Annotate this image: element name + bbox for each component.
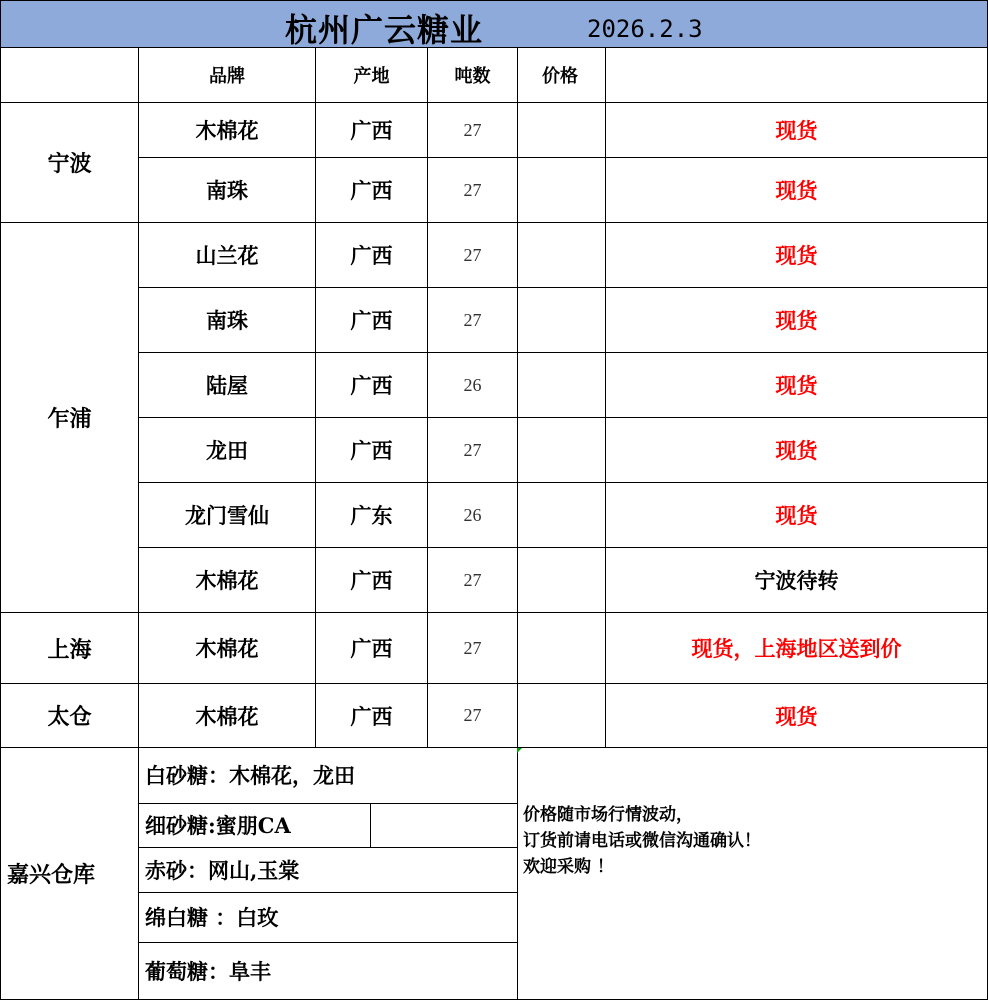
table-row — [1, 613, 988, 684]
price-cell[interactable] — [518, 613, 606, 684]
sugar-extra-cell[interactable] — [371, 803, 518, 847]
company-title: 杭州广云糖业 — [285, 11, 484, 48]
status-cell[interactable]: 现货 — [606, 103, 988, 158]
notice-line: 欢迎采购 ！ — [523, 857, 614, 877]
sugar-list — [139, 748, 518, 1000]
brand-cell[interactable]: 山兰花 — [139, 223, 316, 288]
origin-cell[interactable]: 广西 — [316, 353, 428, 418]
origin-cell[interactable]: 广西 — [316, 223, 428, 288]
tons-cell[interactable]: 26 — [428, 483, 518, 548]
price-cell[interactable] — [518, 483, 606, 548]
brand-cell[interactable]: 龙门雪仙 — [139, 483, 316, 548]
header-status-cell[interactable] — [606, 48, 988, 103]
sugar-item[interactable]: 绵白糖 ：白玫 — [139, 892, 517, 942]
location-shanghai[interactable]: 上海 — [1, 613, 139, 684]
price-cell[interactable] — [518, 158, 606, 223]
table-row — [1, 158, 988, 223]
notice-line: 订货前请电话或微信沟通确认！ — [523, 831, 761, 851]
table-row — [1, 103, 988, 158]
sugar-item[interactable]: 赤砂：网山,玉棠 — [139, 847, 517, 892]
origin-cell[interactable]: 广西 — [316, 158, 428, 223]
brand-cell[interactable]: 木棉花 — [139, 548, 316, 613]
tons-cell[interactable]: 27 — [428, 684, 518, 748]
title-bar — [1, 1, 988, 48]
tons-cell[interactable]: 27 — [428, 223, 518, 288]
origin-cell[interactable]: 广西 — [316, 288, 428, 353]
header-price[interactable]: 价格 — [518, 48, 606, 103]
header-origin[interactable]: 产地 — [316, 48, 428, 103]
notice-line: 价格随市场行情波动， — [523, 805, 693, 825]
notice-cell[interactable] — [518, 748, 988, 1000]
tons-cell[interactable]: 27 — [428, 103, 518, 158]
sugar-item[interactable]: 细砂糖:蜜朋CA — [139, 803, 371, 847]
tons-cell[interactable]: 27 — [428, 158, 518, 223]
table-row — [1, 223, 988, 288]
price-cell[interactable] — [518, 684, 606, 748]
price-cell[interactable] — [518, 418, 606, 483]
tons-cell[interactable]: 27 — [428, 418, 518, 483]
origin-cell[interactable]: 广西 — [316, 684, 428, 748]
status-cell[interactable]: 宁波待转 — [606, 548, 988, 613]
table-row — [1, 353, 988, 418]
header-tons[interactable]: 吨数 — [428, 48, 518, 103]
table-row — [1, 548, 988, 613]
status-cell[interactable]: 现货 — [606, 288, 988, 353]
status-cell[interactable]: 现货，上海地区送到价 — [606, 613, 988, 684]
brand-cell[interactable]: 陆屋 — [139, 353, 316, 418]
warehouse-row — [1, 748, 988, 1000]
price-cell[interactable] — [518, 103, 606, 158]
brand-cell[interactable]: 木棉花 — [139, 684, 316, 748]
status-cell[interactable]: 现货 — [606, 684, 988, 748]
table-row — [1, 418, 988, 483]
origin-cell[interactable]: 广西 — [316, 548, 428, 613]
price-cell[interactable] — [518, 353, 606, 418]
table-row — [1, 684, 988, 748]
cell-comment-marker — [517, 748, 522, 753]
brand-cell[interactable]: 龙田 — [139, 418, 316, 483]
price-cell[interactable] — [518, 223, 606, 288]
sugar-item[interactable]: 葡萄糖：阜丰 — [139, 942, 517, 999]
origin-cell[interactable]: 广东 — [316, 483, 428, 548]
location-zhapu[interactable]: 乍浦 — [1, 223, 139, 613]
status-cell[interactable]: 现货 — [606, 418, 988, 483]
origin-cell[interactable]: 广西 — [316, 418, 428, 483]
tons-cell[interactable]: 27 — [428, 548, 518, 613]
sheet-date: 2026.2.3 — [587, 15, 703, 43]
brand-cell[interactable]: 南珠 — [139, 288, 316, 353]
location-jiaxing[interactable]: 嘉兴仓库 — [1, 748, 139, 1000]
sugar-item[interactable]: 白砂糖：木棉花，龙田 — [139, 748, 517, 803]
brand-cell[interactable]: 木棉花 — [139, 613, 316, 684]
sugar-table — [139, 748, 517, 999]
tons-cell[interactable]: 27 — [428, 613, 518, 684]
status-cell[interactable]: 现货 — [606, 158, 988, 223]
location-taicang[interactable]: 太仓 — [1, 684, 139, 748]
table-row — [1, 483, 988, 548]
location-ningbo[interactable]: 宁波 — [1, 103, 139, 223]
tons-cell[interactable]: 27 — [428, 288, 518, 353]
tons-cell[interactable]: 26 — [428, 353, 518, 418]
origin-cell[interactable]: 广西 — [316, 613, 428, 684]
price-cell[interactable] — [518, 288, 606, 353]
status-cell[interactable]: 现货 — [606, 353, 988, 418]
table-row — [1, 288, 988, 353]
header-location-cell[interactable] — [1, 48, 139, 103]
origin-cell[interactable]: 广西 — [316, 103, 428, 158]
price-cell[interactable] — [518, 548, 606, 613]
status-cell[interactable]: 现货 — [606, 483, 988, 548]
status-cell[interactable]: 现货 — [606, 223, 988, 288]
header-row — [1, 48, 988, 103]
brand-cell[interactable]: 南珠 — [139, 158, 316, 223]
header-brand[interactable]: 品牌 — [139, 48, 316, 103]
brand-cell[interactable]: 木棉花 — [139, 103, 316, 158]
